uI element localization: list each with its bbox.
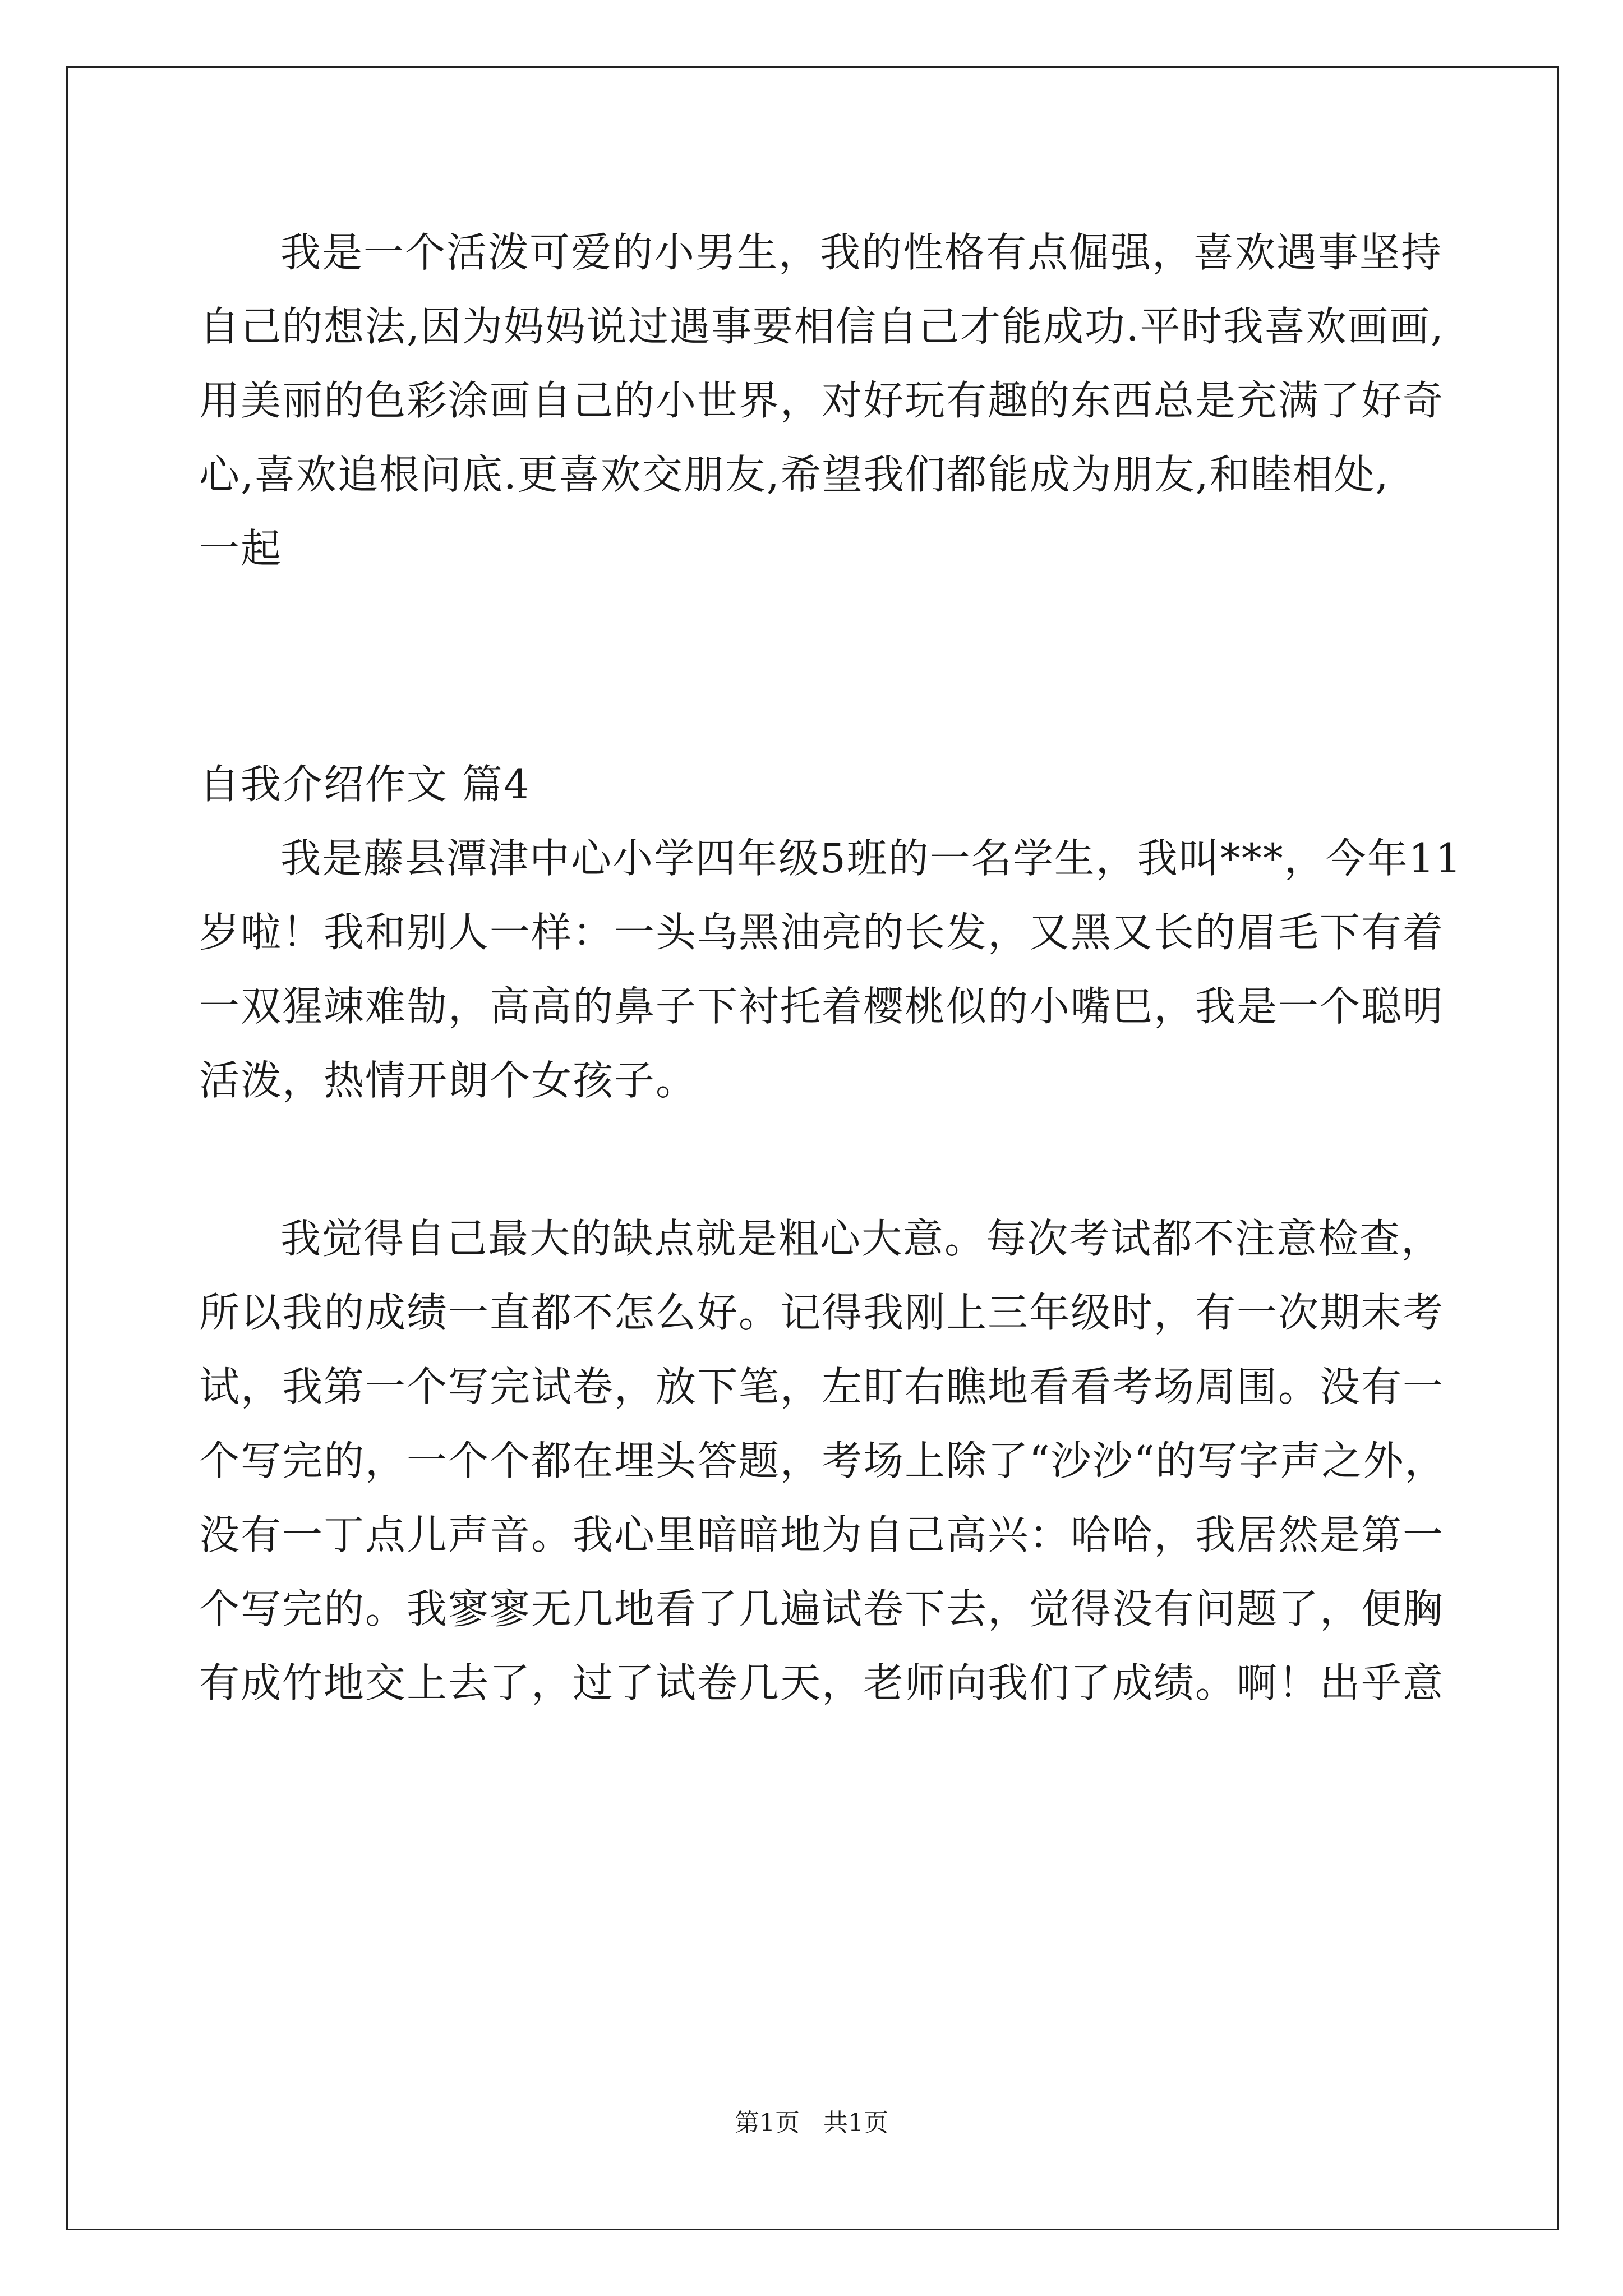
paragraph-2-line-3: 一双猩竦难勂，高高的鼻子下衬托着樱桃似的小嘴巴，我是一个聪明 <box>199 983 1445 1030</box>
paragraph-2-line-2: 岁啦！我和别人一样：一头乌黑油亮的长发，又黑又长的眉毛下有着 <box>199 909 1445 956</box>
paragraph-2-line-1: 我是藤县潭津中心小学四年级5班的一名学生，我叫***，今年11 <box>280 835 1463 882</box>
paragraph-3-line-4: 个写完的，一个个都在埋头答题，考场上除了“沙沙“的写字声之外， <box>199 1437 1446 1484</box>
section-heading: 自我介绍作文 篇4 <box>199 761 531 808</box>
paragraph-3-line-6: 个写完的。我寥寥无几地看了几遍试卷下去，觉得没有问题了，便胸 <box>199 1585 1445 1632</box>
paragraph-1-line-4: 心,喜欢追根问底.更喜欢交朋友,希望我们都能成为朋友,和睦相处, <box>199 451 1390 498</box>
paragraph-1-line-3: 用美丽的色彩涂画自己的小世界，对好玩有趣的东西总是充满了好奇 <box>199 377 1445 424</box>
paragraph-3-line-3: 试，我第一个写完试卷，放下笔，左盯右瞧地看看考场周围。没有一 <box>199 1363 1445 1410</box>
page-footer: 第1页 共1页 <box>735 2109 888 2137</box>
paragraph-1-line-1: 我是一个活泼可爱的小男生，我的性格有点倔强，喜欢遇事坚持 <box>280 229 1443 276</box>
paragraph-3-line-7: 有成竹地交上去了，过了试卷几天，老师向我们了成绩。啊！出乎意 <box>199 1659 1445 1706</box>
paragraph-3-line-1: 我觉得自己最大的缺点就是粗心大意。每次考试都不注意检查， <box>280 1215 1443 1262</box>
paragraph-3-line-2: 所以我的成绩一直都不怎么好。记得我刚上三年级时，有一次期末考 <box>199 1289 1445 1336</box>
paragraph-1-line-5: 一起 <box>199 525 283 572</box>
paragraph-3-line-5: 没有一丁点儿声音。我心里暗暗地为自己高兴：哈哈，我居然是第一 <box>199 1511 1445 1558</box>
paragraph-1-line-2: 自己的想法,因为妈妈说过遇事要相信自己才能成功.平时我喜欢画画, <box>199 303 1445 350</box>
paragraph-2-line-4: 活泼，热情开朗个女孩子。 <box>199 1057 698 1104</box>
